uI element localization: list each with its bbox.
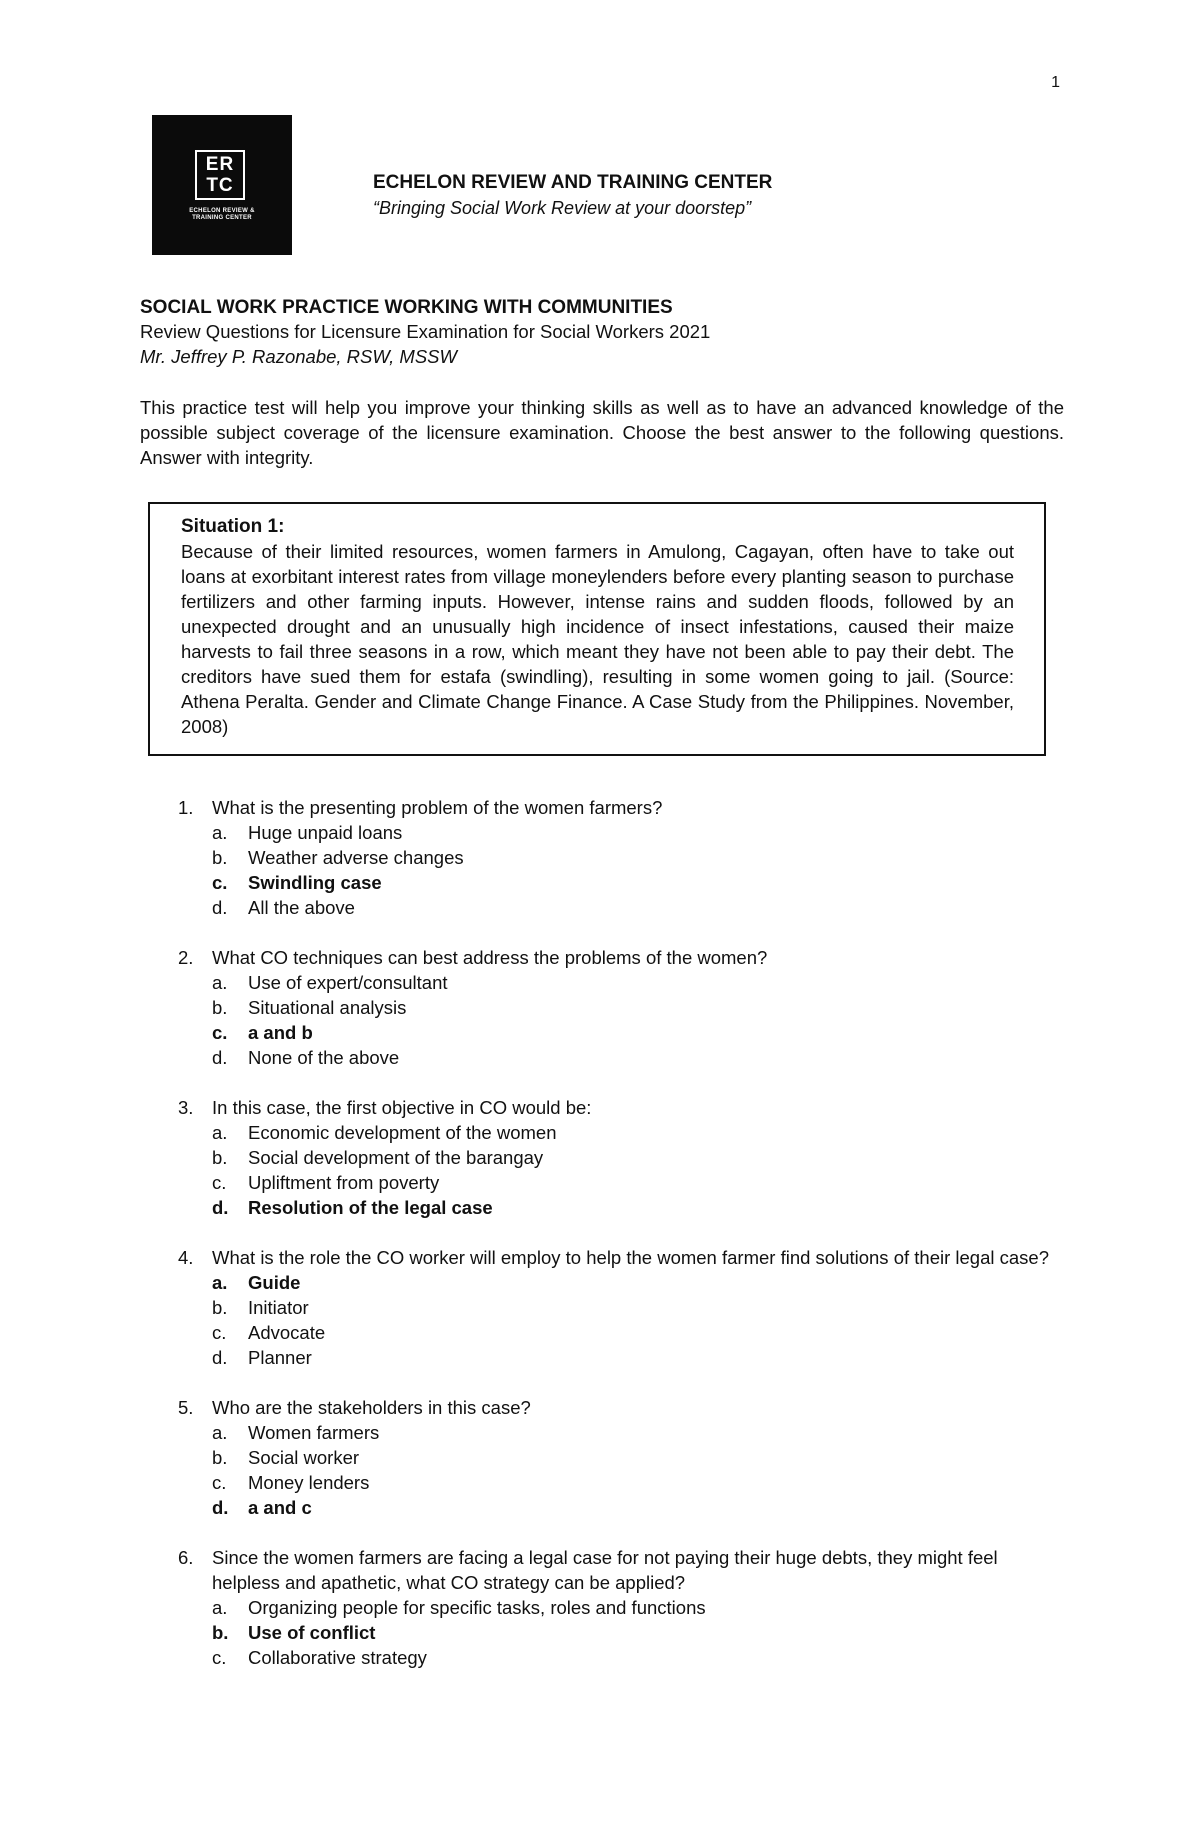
option-letter: b. <box>212 1147 228 1168</box>
question-item <box>178 795 1064 920</box>
option-text: Use of expert/consultant <box>248 972 448 993</box>
option-text: None of the above <box>248 1047 400 1068</box>
option-letter: a. <box>212 1272 228 1293</box>
logo-caption-line-2: TRAINING CENTER <box>192 215 252 221</box>
question-stem <box>178 1545 1064 1595</box>
answer-choice <box>178 1170 1064 1195</box>
option-letter: d. <box>212 1197 229 1218</box>
option-text: Advocate <box>248 1322 326 1343</box>
option-text: Swindling case <box>248 872 382 893</box>
option-list <box>178 1420 1064 1520</box>
intro-paragraph: This practice test will help you improve your thinking skills as well as to have an advanced knowledge of the possible subject coverage of the licensure examination. Choose the best answer to the following questions. Answer with integrity. <box>140 397 1064 468</box>
answer-choice <box>178 845 1064 870</box>
option-letter: c. <box>212 1172 227 1193</box>
question-text: In this case, the first objective in CO would be: <box>212 1097 592 1118</box>
question-number: 5. <box>178 1397 194 1418</box>
option-text: Initiator <box>248 1297 309 1318</box>
option-text: Resolution of the legal case <box>248 1197 493 1218</box>
question-list <box>178 795 1064 1695</box>
option-list <box>178 1120 1064 1220</box>
answer-choice <box>178 820 1064 845</box>
question-item <box>178 1545 1064 1670</box>
option-text: Organizing people for specific tasks, roles and functions <box>248 1597 706 1618</box>
answer-option <box>178 1620 1064 1645</box>
answer-choice <box>178 1595 1064 1620</box>
question-text: Since the women farmers are facing a legal case for not paying their huge debts, they might feel helpless and apathetic, what CO strategy can be applied? <box>212 1547 998 1593</box>
answer-option <box>178 1195 1064 1220</box>
question-text: What CO techniques can best address the problems of the women? <box>212 947 768 968</box>
answer-option <box>178 1495 1064 1520</box>
option-text: Social worker <box>248 1447 360 1468</box>
option-text: Upliftment from poverty <box>248 1172 440 1193</box>
option-text: Guide <box>248 1272 301 1293</box>
situation-box <box>148 502 1046 756</box>
answer-option <box>178 1020 1064 1045</box>
question-stem <box>178 1095 1064 1120</box>
option-letter: c. <box>212 1472 227 1493</box>
option-text: Huge unpaid loans <box>248 822 403 843</box>
answer-option <box>178 870 1064 895</box>
option-letter: b. <box>212 997 228 1018</box>
option-letter: b. <box>212 1447 228 1468</box>
logo-line-2: TC <box>206 175 234 196</box>
org-name: ECHELON REVIEW AND TRAINING CENTER <box>373 172 773 193</box>
option-text: Collaborative strategy <box>248 1647 427 1668</box>
question-text: Who are the stakeholders in this case? <box>212 1397 531 1418</box>
question-item <box>178 1245 1064 1370</box>
page-number: 1 <box>1051 74 1060 91</box>
option-letter: b. <box>212 1622 229 1643</box>
option-letter: d. <box>212 1047 228 1068</box>
question-number: 4. <box>178 1247 194 1268</box>
question-number: 2. <box>178 947 194 968</box>
option-text: Social development of the barangay <box>248 1147 544 1168</box>
answer-choice <box>178 1295 1064 1320</box>
option-text: Women farmers <box>248 1422 380 1443</box>
question-number: 3. <box>178 1097 194 1118</box>
option-text: Weather adverse changes <box>248 847 464 868</box>
option-list <box>178 1270 1064 1370</box>
option-letter: a. <box>212 1422 228 1443</box>
question-stem <box>178 945 1064 970</box>
option-text: Money lenders <box>248 1472 370 1493</box>
answer-choice <box>178 1145 1064 1170</box>
option-text: a and c <box>248 1497 312 1518</box>
question-item <box>178 1095 1064 1220</box>
option-list <box>178 820 1064 920</box>
option-letter: b. <box>212 847 228 868</box>
option-text: Economic development of the women <box>248 1122 557 1143</box>
document-title: SOCIAL WORK PRACTICE WORKING WITH COMMUNITIES <box>140 297 673 318</box>
option-letter: c. <box>212 1022 228 1043</box>
option-list <box>178 1595 1064 1670</box>
option-letter: d. <box>212 897 228 918</box>
answer-choice <box>178 895 1064 920</box>
option-text: Planner <box>248 1347 312 1368</box>
answer-choice <box>178 1320 1064 1345</box>
option-letter: a. <box>212 822 228 843</box>
document-author: Mr. Jeffrey P. Razonabe, RSW, MSSW <box>140 346 457 367</box>
answer-choice <box>178 970 1064 995</box>
option-text: a and b <box>248 1022 313 1043</box>
option-letter: a. <box>212 972 228 993</box>
situation-heading: Situation 1: <box>181 516 285 537</box>
logo-caption-line-1: ECHELON REVIEW & <box>189 208 255 214</box>
option-letter: c. <box>212 1322 227 1343</box>
option-letter: c. <box>212 1647 227 1668</box>
org-tagline: “Bringing Social Work Review at your doorstep” <box>373 198 752 218</box>
option-text: Situational analysis <box>248 997 407 1018</box>
answer-choice <box>178 1345 1064 1370</box>
option-letter: d. <box>212 1347 228 1368</box>
option-letter: c. <box>212 872 228 893</box>
answer-choice <box>178 1120 1064 1145</box>
question-text: What is the presenting problem of the women farmers? <box>212 797 663 818</box>
option-text: Use of conflict <box>248 1622 376 1643</box>
answer-choice <box>178 1470 1064 1495</box>
question-item <box>178 945 1064 1070</box>
situation-text: Because of their limited resources, women farmers in Amulong, Cagayan, often have to take out loans at exorbitant interest rates from village moneylenders before every planting season to purchase fertilizers and other farming inputs. However, intense rains and sudden floods, followed by an unexpected drought and an unusually high incidence of insect infestations, caused their maize harvests to fail three seasons in a row, which meant they have not been able to pay their debt. The creditors have sued them for estafa (swindling), resulting in some women going to jail. (Source: Athena Peralta. Gender and Climate Change Finance. A Case Study from the Philippines. November, 2008) <box>181 541 1014 737</box>
answer-choice <box>178 1645 1064 1670</box>
question-item <box>178 1395 1064 1520</box>
option-letter: a. <box>212 1597 228 1618</box>
option-text: All the above <box>248 897 355 918</box>
question-stem <box>178 1245 1064 1270</box>
answer-option <box>178 1270 1064 1295</box>
logo-monogram <box>195 150 245 200</box>
question-number: 6. <box>178 1547 194 1568</box>
ertc-logo <box>152 115 292 255</box>
question-number: 1. <box>178 797 194 818</box>
option-letter: a. <box>212 1122 228 1143</box>
option-letter: b. <box>212 1297 228 1318</box>
answer-choice <box>178 1045 1064 1070</box>
question-stem <box>178 1395 1064 1420</box>
option-list <box>178 970 1064 1070</box>
answer-choice <box>178 995 1064 1020</box>
option-letter: d. <box>212 1497 229 1518</box>
question-stem <box>178 795 1064 820</box>
answer-choice <box>178 1445 1064 1470</box>
document-subtitle: Review Questions for Licensure Examination for Social Workers 2021 <box>140 321 711 342</box>
logo-caption <box>172 208 272 222</box>
answer-choice <box>178 1420 1064 1445</box>
question-text: What is the role the CO worker will employ to help the women farmer find solutions of their legal case? <box>212 1247 1049 1268</box>
logo-line-1: ER <box>205 154 235 175</box>
